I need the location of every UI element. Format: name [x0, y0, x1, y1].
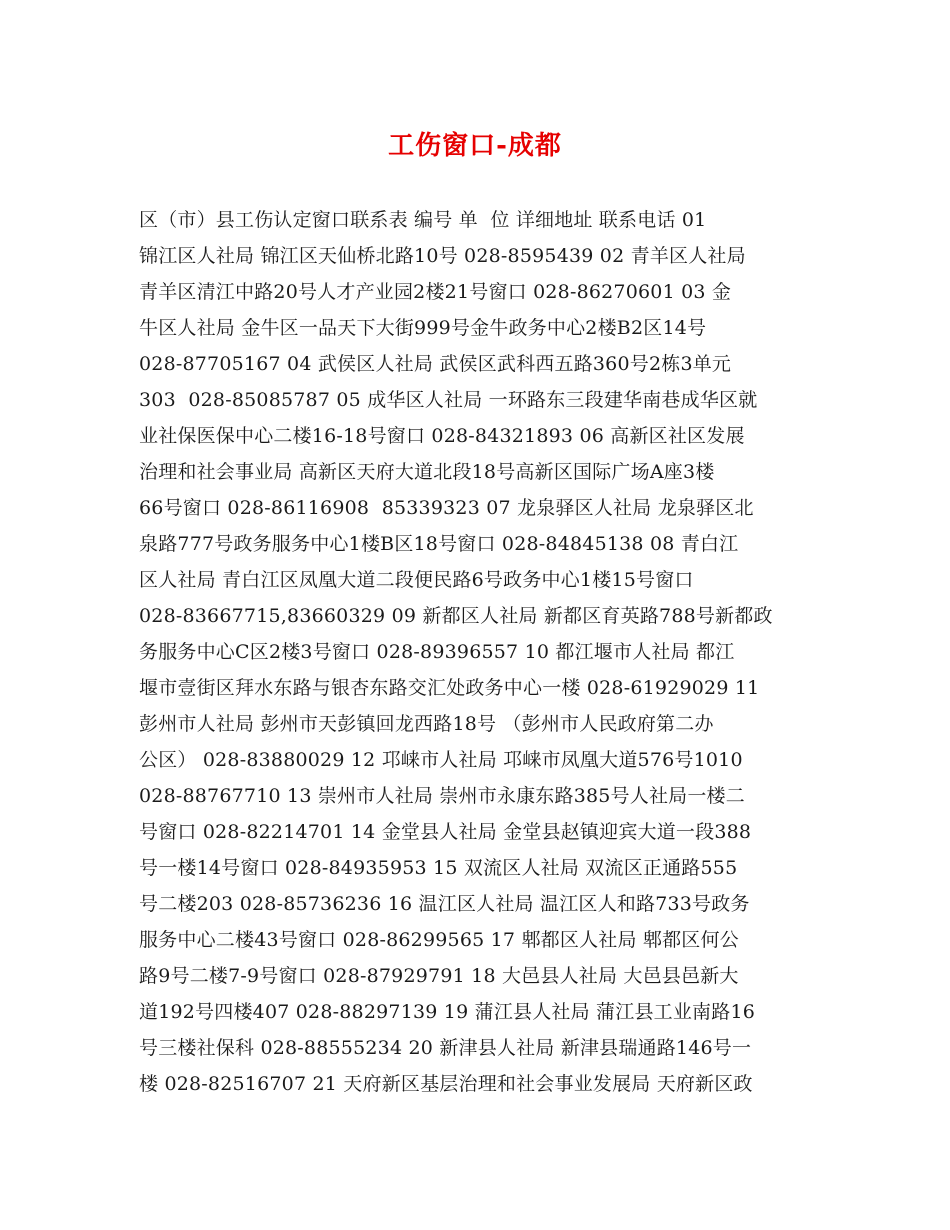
document-text-line: 号三楼社保科 028-88555234 20 新津县人社局 新津县瑞通路146号一: [139, 1037, 752, 1059]
document-text-line: 服务中心二楼43号窗口 028-86299565 17 郫都区人社局 郫都区何公: [139, 929, 739, 951]
document-text-line: 业社保医保中心二楼16-18号窗口 028-84321893 06 高新区社区发展: [139, 425, 745, 447]
document-text-line: 028-83667715,83660329 09 新都区人社局 新都区育英路788号新都政: [139, 605, 773, 627]
document-text-line: 公区） 028-83880029 12 邛崃市人社局 邛崃市凤凰大道576号1010: [139, 749, 743, 771]
document-title: 工伤窗口-成都: [388, 131, 562, 161]
document-text-line: 区人社局 青白江区凤凰大道二段便民路6号政务中心1楼15号窗口: [139, 569, 694, 591]
document-text-line: 路9号二楼7-9号窗口 028-87929791 18 大邑县人社局 大邑县邑新大: [139, 965, 739, 987]
document-text-line: 303 028-85085787 05 成华区人社局 一环路东三段建华南巷成华区就: [139, 389, 758, 411]
document-text-line: 号二楼203 028-85736236 16 温江区人社局 温江区人和路733号政务: [139, 893, 750, 915]
document-text-line: 锦江区人社局 锦江区天仙桥北路10号 028-8595439 02 青羊区人社局: [139, 245, 746, 267]
document-text-line: 号窗口 028-82214701 14 金堂县人社局 金堂县赵镇迎宾大道一段388: [139, 821, 752, 843]
document-text-line: 028-87705167 04 武侯区人社局 武侯区武科西五路360号2栋3单元: [139, 353, 732, 375]
document-text-line: 治理和社会事业局 高新区天府大道北段18号高新区国际广场A座3楼: [139, 461, 715, 483]
document-text-line: 务服务中心C区2楼3号窗口 028-89396557 10 都江堰市人社局 都江: [139, 641, 735, 663]
document-text-line: 堰市壹街区拜水东路与银杏东路交汇处政务中心一楼 028-61929029 11: [139, 677, 760, 699]
document-text-line: 楼 028-82516707 21 天府新区基层治理和社会事业发展局 天府新区政: [139, 1073, 753, 1095]
document-text-line: 区（市）县工伤认定窗口联系表 编号 单 位 详细地址 联系电话 01: [139, 209, 707, 231]
document-text-line: 青羊区清江中路20号人才产业园2楼21号窗口 028-86270601 03 金: [139, 281, 732, 303]
document-body: [139, 202, 815, 1102]
document-text-line: 66号窗口 028-86116908 85339323 07 龙泉驿区人社局 龙泉驿区北: [139, 497, 754, 519]
document-text-line: 028-88767710 13 崇州市人社局 崇州市永康东路385号人社局一楼二: [139, 785, 745, 807]
document-text-line: 彭州市人社局 彭州市天彭镇回龙西路18号 （彭州市人民政府第二办: [139, 713, 714, 735]
document-text-line: 道192号四楼407 028-88297139 19 蒲江县人社局 蒲江县工业南路16: [139, 1001, 756, 1023]
document-text-line: 泉路777号政务服务中心1楼B区18号窗口 028-84845138 08 青白江: [139, 533, 739, 555]
document-text-line: 牛区人社局 金牛区一品天下大街999号金牛政务中心2楼B2区14号: [139, 317, 707, 339]
document-text-line: 号一楼14号窗口 028-84935953 15 双流区人社局 双流区正通路555: [139, 857, 738, 879]
